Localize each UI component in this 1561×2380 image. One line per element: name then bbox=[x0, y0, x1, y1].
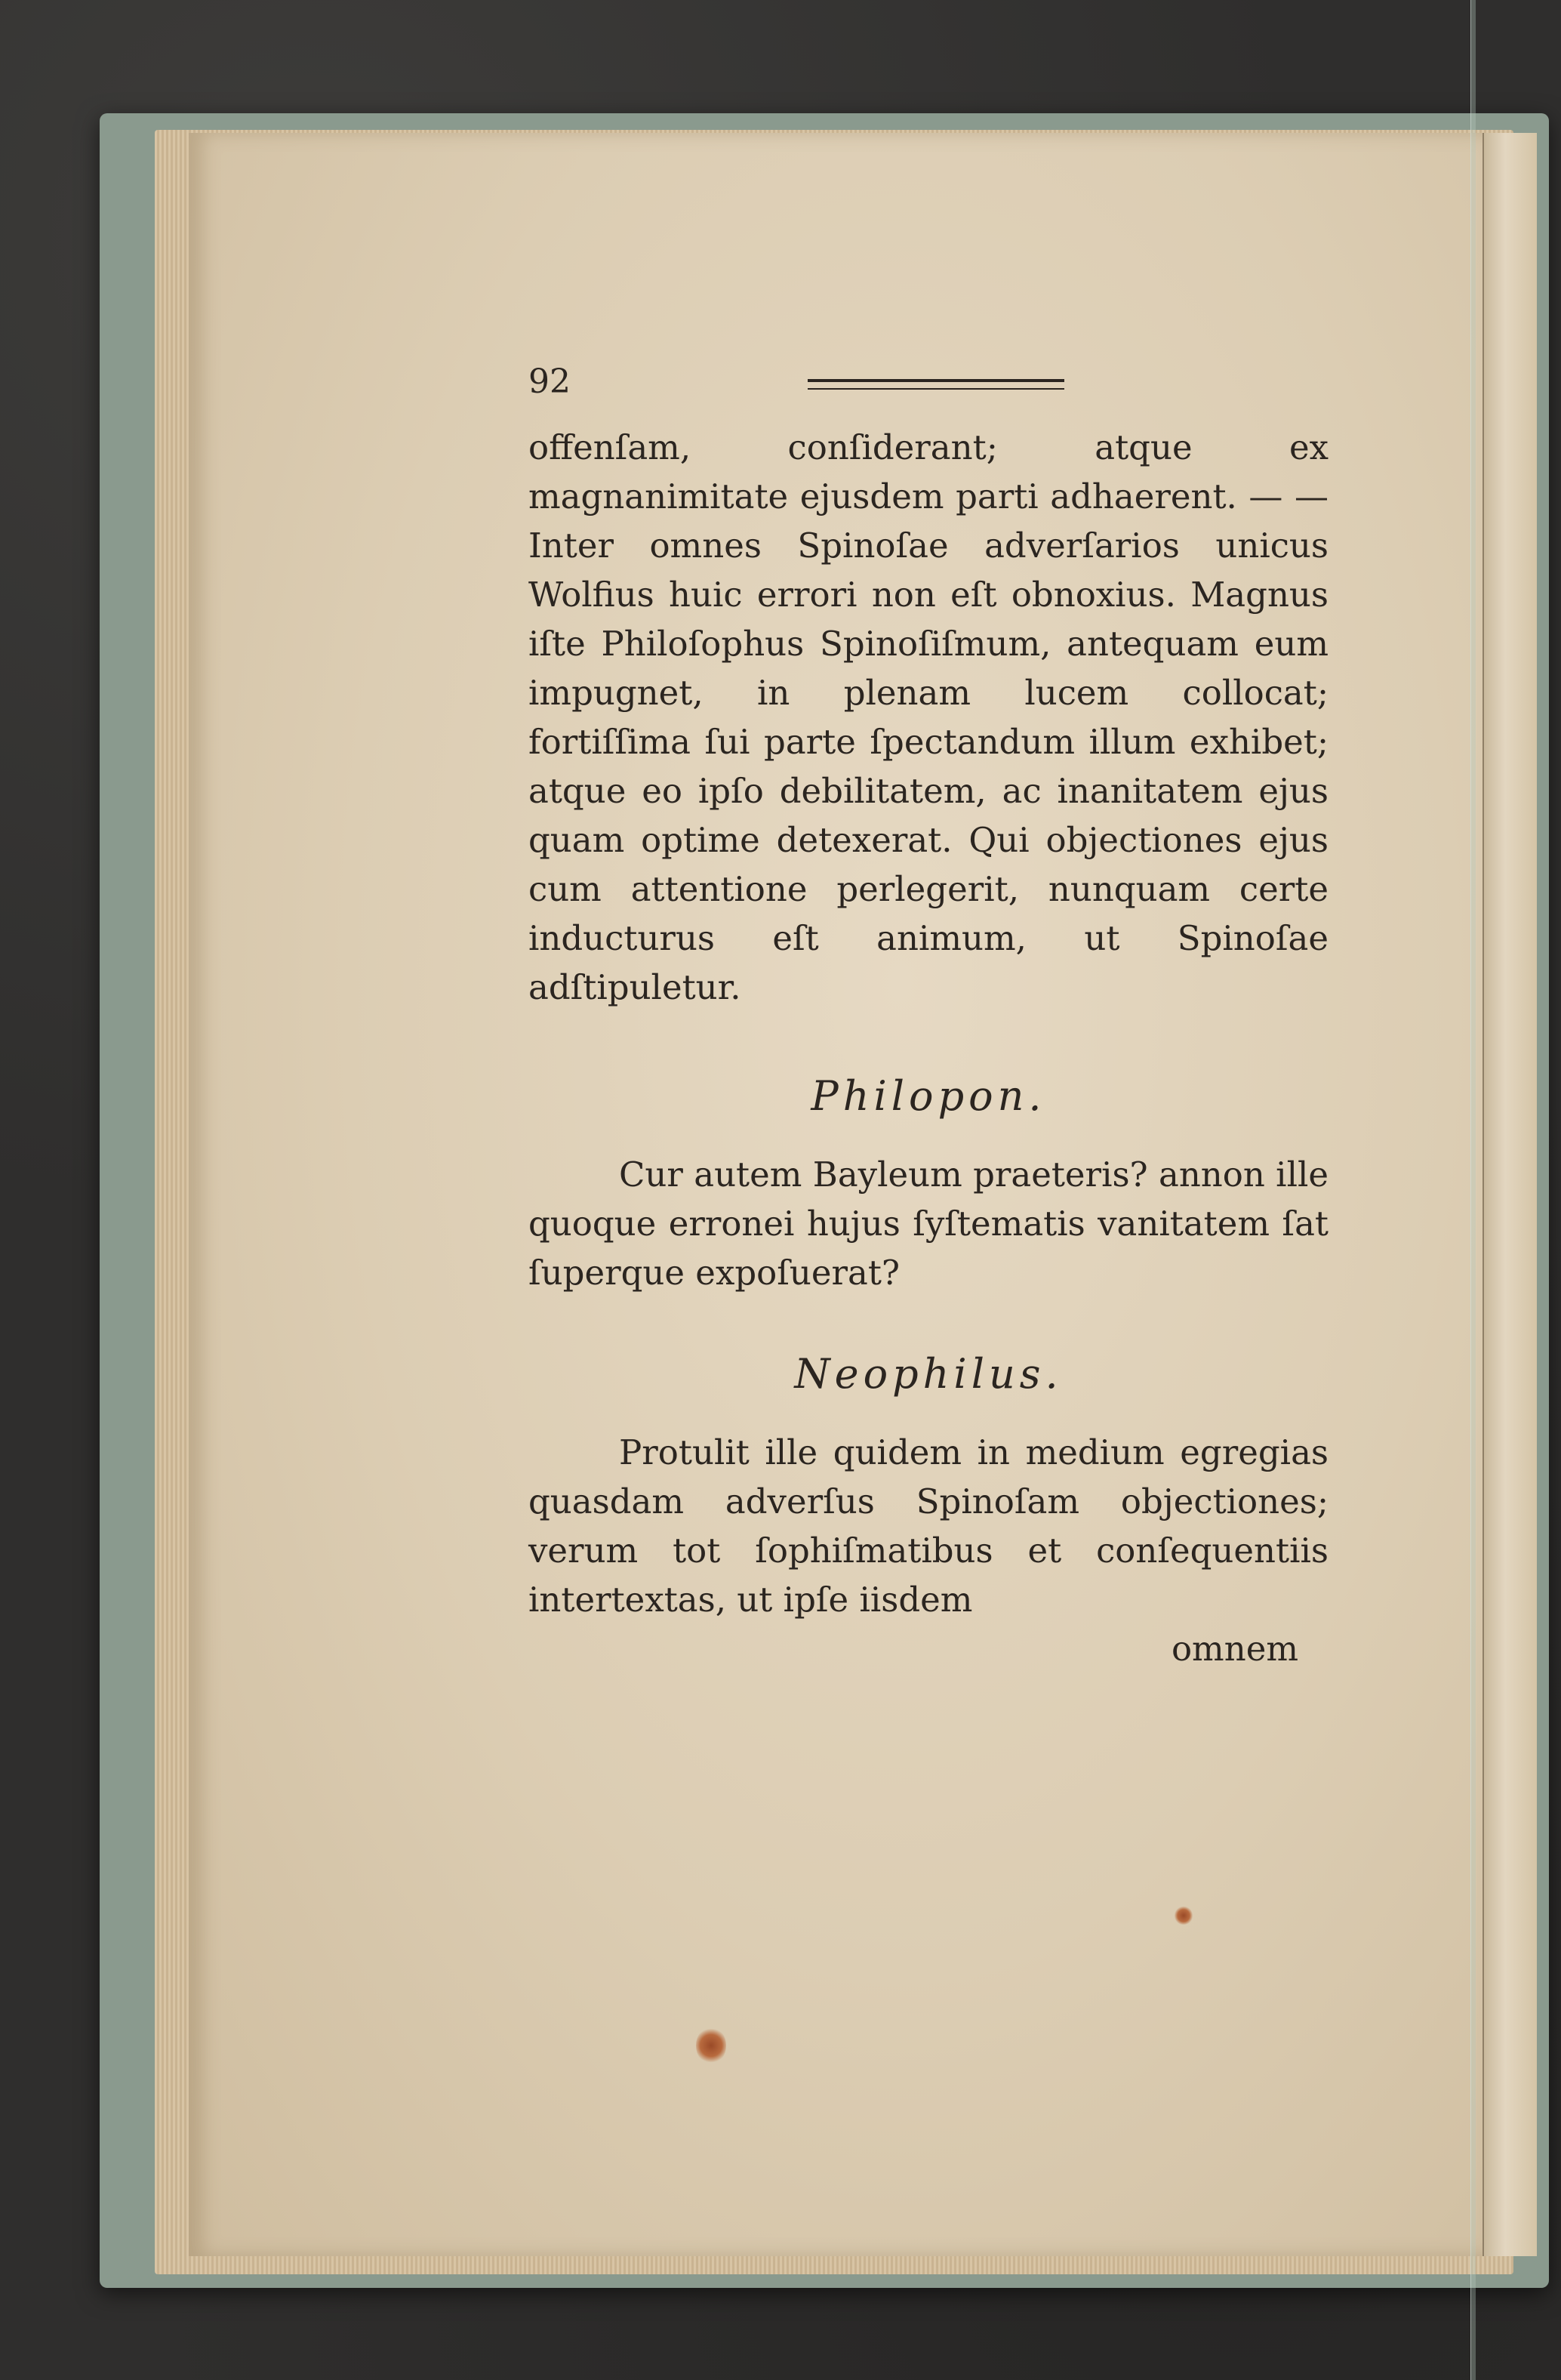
speaker-heading: Neophilus. bbox=[794, 1350, 1063, 1398]
header-rule bbox=[808, 379, 1064, 390]
foxing-spot bbox=[1175, 1906, 1193, 1925]
facing-page-edge bbox=[1482, 133, 1537, 2256]
speaker-heading: Philopon. bbox=[811, 1072, 1046, 1120]
page-number: 92 bbox=[528, 362, 571, 401]
page-header bbox=[528, 362, 1329, 423]
paragraph: offenſam, conſiderant; atque ex magnanimitate ejusdem parti adhaerent. — — Inter omnes Spinoſae adverſarios unicus Wolfius huic errori non eſt obnoxius. Magnus iſte Philoſophus Spinoſiſmum, antequam eum impugnet, in plenam lucem collocat; fortiſſima ſui parte ſpectandum illum exhibet; atque eo ipſo debilitatem, ac inanitatem ejus quam optime detexerat. Qui objectiones ejus cum attentione perlegerit, nunquam certe inducturus eſt animum, ut Spinoſae adſtipuletur. bbox=[528, 427, 1329, 1007]
paragraph: Cur autem Bayleum praeteris? annon ille quoque erronei hujus ſyſtematis vanitatem ſat ſuperque expoſuerat? bbox=[528, 1155, 1329, 1293]
catchword: omnem bbox=[1171, 1629, 1298, 1669]
paragraph: Protulit ille quidem in medium egregias quasdam adverſus Spinoſam objectiones; verum tot ſophiſmatibus et conſequentiis intertextas, ut ipſe iisdem bbox=[528, 1432, 1329, 1620]
glass-edge bbox=[1470, 0, 1476, 2380]
page-content bbox=[528, 362, 1329, 1673]
foxing-spot bbox=[696, 2027, 726, 2064]
